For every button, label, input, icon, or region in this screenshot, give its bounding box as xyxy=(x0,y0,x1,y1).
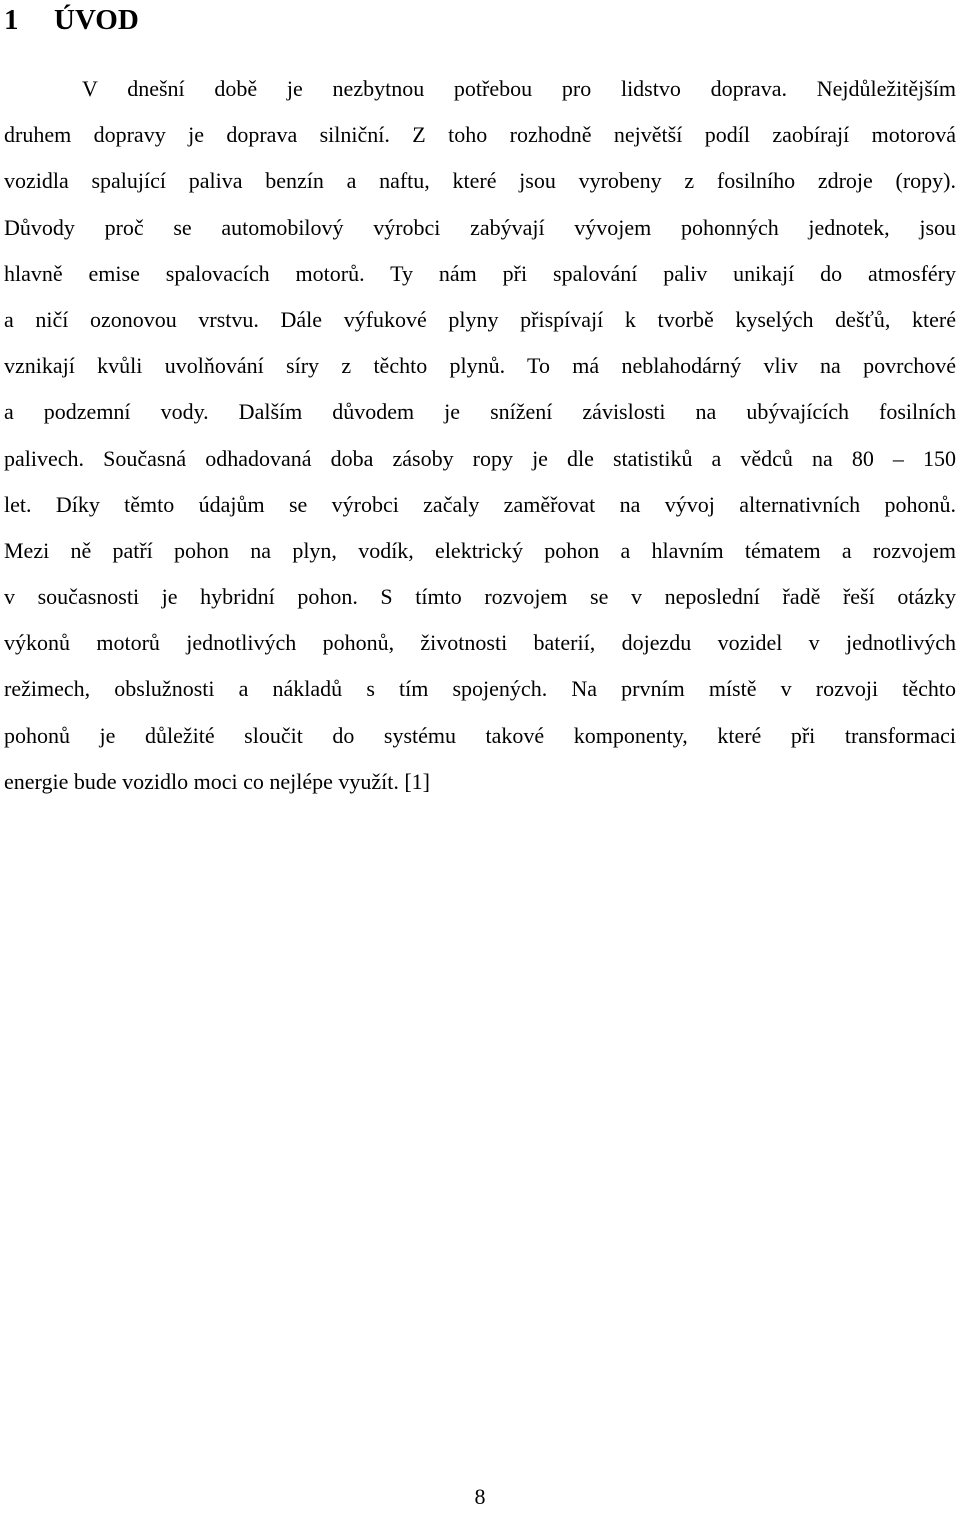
paragraph-line: V dnešní době je nezbytnou potřebou pro lidstvo doprava. Nejdůležitějším xyxy=(82,76,956,101)
section-title: ÚVOD xyxy=(54,4,139,36)
paragraph-line: Mezi ně patří pohon na plyn, vodík, elektrický pohon a hlavním tématem a rozvojem xyxy=(4,537,956,563)
paragraph-line: výkonů motorů jednotlivých pohonů, životnosti baterií, dojezdu vozidel v jednotlivých xyxy=(4,630,956,656)
section-heading xyxy=(4,0,139,40)
paragraph-line: druhem dopravy je doprava silniční. Z toho rozhodně největší podíl zaobírají motorová xyxy=(4,122,956,148)
paragraph-line: hlavně emise spalovacích motorů. Ty nám při spalování paliv unikají do atmosféry xyxy=(4,260,956,286)
body-paragraph xyxy=(4,66,956,805)
paragraph-line: vozidla spalující paliva benzín a naftu, které jsou vyrobeny z fosilního zdroje (ropy). xyxy=(4,168,956,194)
paragraph-line: v současnosti je hybridní pohon. S tímto rozvojem se v neposlední řadě řeší otázky xyxy=(4,584,956,610)
section-number: 1 xyxy=(4,4,19,36)
paragraph-line: a podzemní vody. Dalším důvodem je snížení závislosti na ubývajících fosilních xyxy=(4,399,956,425)
paragraph-line: režimech, obslužnosti a nákladů s tím spojených. Na prvním místě v rozvoji těchto xyxy=(4,676,956,702)
paragraph-line: Důvody proč se automobilový výrobci zabývají vývojem pohonných jednotek, jsou xyxy=(4,214,956,240)
paragraph-line: let. Díky těmto údajům se výrobci začaly zaměřovat na vývoj alternativních pohonů. xyxy=(4,491,956,517)
paragraph-line: energie bude vozidlo moci co nejlépe využít. [1] xyxy=(4,768,431,794)
paragraph-line: pohonů je důležité sloučit do systému takové komponenty, které při transformaci xyxy=(4,722,956,748)
page-number: 8 xyxy=(474,1484,486,1509)
paragraph-line: a ničí ozonovou vrstvu. Dále výfukové plyny přispívají k tvorbě kyselých dešťů, které xyxy=(4,306,956,332)
paragraph-line: palivech. Současná odhadovaná doba zásoby ropy je dle statistiků a vědců na 80 – 150 xyxy=(4,445,956,471)
paragraph-line: vznikají kvůli uvolňování síry z těchto plynů. To má neblahodárný vliv na povrchové xyxy=(4,353,956,379)
